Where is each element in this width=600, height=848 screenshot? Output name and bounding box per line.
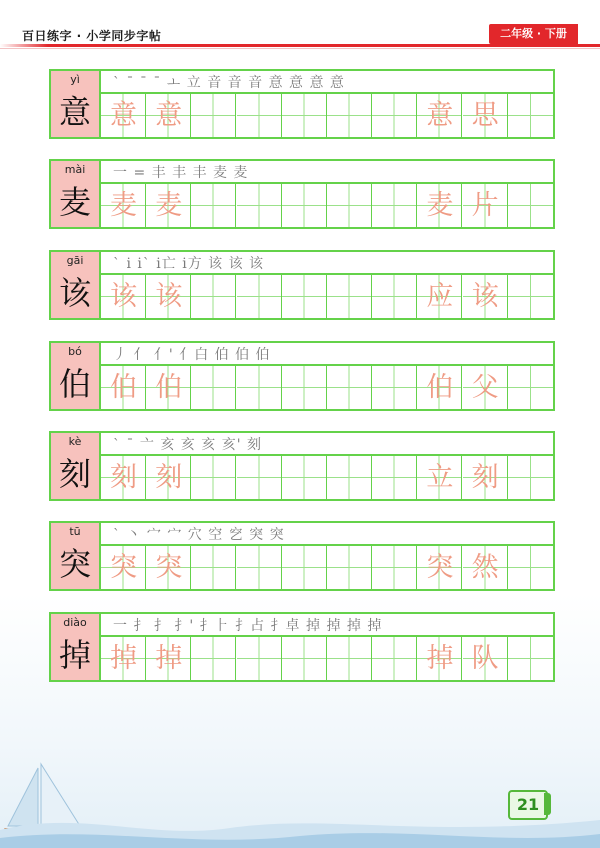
page-header <box>0 0 600 48</box>
character-header-box <box>51 252 101 318</box>
writing-cell[interactable] <box>101 94 146 137</box>
writing-cell[interactable] <box>282 546 327 589</box>
character-header-box <box>51 614 101 680</box>
empty-cell-text <box>327 275 372 318</box>
stroke-order-row <box>101 343 553 366</box>
writing-cell[interactable] <box>417 546 462 589</box>
writing-cell[interactable] <box>191 94 236 137</box>
stroke-order-text: 丿 亻 亻' 亻白 伯 伯 伯 <box>113 347 271 363</box>
writing-cell[interactable] <box>191 366 236 409</box>
trace-character: 刻 <box>471 462 499 493</box>
pinyin-label: tū <box>69 525 81 538</box>
writing-cell[interactable] <box>417 456 462 499</box>
empty-cell-text <box>327 366 372 409</box>
trace-character: 伯 <box>110 372 137 403</box>
trace-character: 麦 <box>110 190 137 221</box>
writing-cell[interactable] <box>372 184 417 227</box>
writing-cell[interactable] <box>508 637 553 680</box>
writing-cell[interactable] <box>282 184 327 227</box>
writing-cell[interactable] <box>282 456 327 499</box>
empty-cell-text <box>372 94 417 137</box>
writing-cell[interactable] <box>191 637 236 680</box>
writing-cell[interactable] <box>146 94 191 137</box>
trace-character: 意 <box>155 100 183 131</box>
writing-cell[interactable] <box>417 637 462 680</box>
trace-character: 突 <box>426 552 454 583</box>
empty-cell-text <box>508 184 553 227</box>
character-block <box>49 612 555 682</box>
pinyin-label: bó <box>68 345 82 358</box>
model-character: 伯 <box>58 365 91 403</box>
trace-character: 该 <box>471 281 499 312</box>
trace-character: 刻 <box>110 462 137 493</box>
writing-cell[interactable] <box>191 275 236 318</box>
trace-character: 然 <box>471 552 499 583</box>
empty-cell-text <box>508 637 553 680</box>
empty-cell-text <box>508 275 553 318</box>
trace-character: 队 <box>471 643 499 674</box>
empty-cell-text <box>237 366 282 409</box>
empty-cell-text <box>282 546 327 589</box>
trace-character: 立 <box>426 462 454 493</box>
page-number: 21 <box>508 790 548 820</box>
writing-cell[interactable] <box>282 366 327 409</box>
empty-cell-text <box>372 184 417 227</box>
trace-character: 意 <box>110 100 137 131</box>
empty-cell-text <box>282 94 327 137</box>
empty-cell-text <box>237 546 282 589</box>
empty-cell-text <box>508 546 553 589</box>
empty-cell-text <box>372 456 417 499</box>
character-header-box <box>51 71 101 137</box>
writing-cell[interactable] <box>463 637 508 680</box>
writing-cell[interactable] <box>508 456 553 499</box>
writing-cell[interactable] <box>327 184 372 227</box>
character-block <box>49 341 555 411</box>
pinyin-label: kè <box>68 435 82 448</box>
empty-cell-text <box>237 184 282 227</box>
writing-cell[interactable] <box>237 456 282 499</box>
writing-cell[interactable] <box>237 184 282 227</box>
stroke-order-text: ` 丶 宀 宀 穴 空 穵 突 突 <box>113 527 285 543</box>
empty-cell-text <box>191 637 236 680</box>
writing-cell[interactable] <box>101 456 146 499</box>
writing-cell[interactable] <box>327 637 372 680</box>
trace-character: 思 <box>471 100 499 131</box>
writing-cell[interactable] <box>191 546 236 589</box>
trace-character: 掉 <box>110 643 137 674</box>
writing-cell[interactable] <box>282 94 327 137</box>
model-character: 掉 <box>58 636 91 674</box>
writing-cell[interactable] <box>237 94 282 137</box>
empty-cell-text <box>372 275 417 318</box>
writing-cell[interactable] <box>191 456 236 499</box>
empty-cell-text <box>237 637 282 680</box>
writing-cell[interactable] <box>372 546 417 589</box>
writing-cell[interactable] <box>146 184 191 227</box>
writing-cell[interactable] <box>146 275 191 318</box>
model-character: 刻 <box>58 455 91 493</box>
header-divider-thin <box>0 48 600 49</box>
empty-cell-text <box>508 456 553 499</box>
empty-cell-text <box>327 94 372 137</box>
pinyin-label: gāi <box>66 254 84 267</box>
writing-cell[interactable] <box>417 94 462 137</box>
trace-character: 该 <box>110 281 137 312</box>
trace-character: 父 <box>471 372 499 403</box>
writing-cell[interactable] <box>101 275 146 318</box>
writing-cell[interactable] <box>417 275 462 318</box>
trace-character: 伯 <box>155 372 183 403</box>
empty-cell-text <box>282 637 327 680</box>
empty-cell-text <box>282 366 327 409</box>
empty-cell-text <box>372 546 417 589</box>
writing-cell[interactable] <box>327 94 372 137</box>
writing-cell[interactable] <box>463 546 508 589</box>
empty-cell-text <box>282 456 327 499</box>
trace-character: 应 <box>426 281 454 312</box>
writing-cell[interactable] <box>146 546 191 589</box>
character-block <box>49 250 555 320</box>
trace-character: 麦 <box>426 190 454 221</box>
model-character: 意 <box>58 93 91 131</box>
writing-cell[interactable] <box>327 546 372 589</box>
empty-cell-text <box>327 546 372 589</box>
stroke-order-text: ` ˉ 亠 亥 亥 亥 亥' 刻 <box>113 437 262 453</box>
empty-cell-text <box>191 456 236 499</box>
empty-cell-text <box>191 94 236 137</box>
writing-cell[interactable] <box>101 366 146 409</box>
writing-cell[interactable] <box>191 184 236 227</box>
model-character: 突 <box>58 545 91 583</box>
character-block <box>49 159 555 229</box>
empty-cell-text <box>372 366 417 409</box>
writing-cell[interactable] <box>146 366 191 409</box>
stroke-order-text: 一 扌 扌 扌' 扌⺊ 扌占 扌卓 掉 掉 掉 掉 <box>113 618 383 634</box>
character-block <box>49 431 555 501</box>
model-character: 麦 <box>58 183 91 221</box>
writing-cell[interactable] <box>146 637 191 680</box>
writing-cell[interactable] <box>327 275 372 318</box>
writing-cell[interactable] <box>237 546 282 589</box>
writing-cell[interactable] <box>463 366 508 409</box>
writing-cell[interactable] <box>327 366 372 409</box>
empty-cell-text <box>282 275 327 318</box>
pinyin-label: mài <box>64 163 86 176</box>
writing-cell[interactable] <box>372 637 417 680</box>
empty-cell-text <box>508 366 553 409</box>
writing-cell[interactable] <box>463 456 508 499</box>
empty-cell-text <box>191 275 236 318</box>
empty-cell-text <box>237 275 282 318</box>
trace-character: 意 <box>426 100 454 131</box>
writing-cell[interactable] <box>372 456 417 499</box>
writing-cell[interactable] <box>508 546 553 589</box>
empty-cell-text <box>508 94 553 137</box>
header-title: 百日练字 · 小学同步字帖 <box>22 29 162 43</box>
writing-grid <box>101 637 553 680</box>
page-number-tab <box>544 793 551 815</box>
trace-character: 掉 <box>155 643 183 674</box>
writing-cell[interactable] <box>101 637 146 680</box>
writing-cell[interactable] <box>372 94 417 137</box>
trace-character: 伯 <box>426 372 454 403</box>
empty-cell-text <box>282 184 327 227</box>
empty-cell-text <box>237 94 282 137</box>
trace-character: 片 <box>471 190 499 221</box>
writing-cell[interactable] <box>282 637 327 680</box>
pinyin-label: diào <box>63 616 87 629</box>
character-block <box>49 69 555 139</box>
writing-cell[interactable] <box>146 456 191 499</box>
trace-character: 麦 <box>155 190 183 221</box>
model-character: 该 <box>58 274 91 312</box>
character-header-box <box>51 161 101 227</box>
stroke-order-row <box>101 523 553 546</box>
writing-cell[interactable] <box>508 366 553 409</box>
stroke-order-row <box>101 71 553 94</box>
empty-cell-text <box>191 366 236 409</box>
writing-cell[interactable] <box>508 184 553 227</box>
trace-character: 突 <box>155 552 183 583</box>
writing-cell[interactable] <box>372 275 417 318</box>
writing-cell[interactable] <box>463 94 508 137</box>
character-header-box <box>51 343 101 409</box>
empty-cell-text <box>327 184 372 227</box>
grade-badge: 二年级 · 下册 <box>489 24 578 44</box>
writing-grid <box>101 94 553 137</box>
trace-character: 掉 <box>426 643 454 674</box>
writing-cell[interactable] <box>372 366 417 409</box>
empty-cell-text <box>237 456 282 499</box>
stroke-order-text: 一 = 丰 丰 丰 麦 麦 <box>113 165 249 181</box>
writing-grid <box>101 184 553 227</box>
writing-cell[interactable] <box>508 275 553 318</box>
pinyin-label: yì <box>70 73 80 86</box>
stroke-order-text: ` i i` i亡 i方 该 该 该 <box>113 256 265 272</box>
writing-cell[interactable] <box>282 275 327 318</box>
writing-cell[interactable] <box>463 184 508 227</box>
writing-grid <box>101 546 553 589</box>
writing-grid <box>101 275 553 318</box>
writing-cell[interactable] <box>508 94 553 137</box>
empty-cell-text <box>372 637 417 680</box>
stroke-order-row <box>101 161 553 184</box>
stroke-order-text: ` ˉ ˉ ˉ ㅗ 立 音 音 音 意 意 意 意 <box>113 75 345 91</box>
writing-grid <box>101 456 553 499</box>
empty-cell-text <box>191 184 236 227</box>
writing-cell[interactable] <box>417 366 462 409</box>
writing-cell[interactable] <box>237 366 282 409</box>
character-block <box>49 521 555 591</box>
writing-cell[interactable] <box>101 184 146 227</box>
empty-cell-text <box>327 456 372 499</box>
writing-cell[interactable] <box>101 546 146 589</box>
trace-character: 刻 <box>155 462 183 493</box>
empty-cell-text <box>191 546 236 589</box>
stroke-order-row <box>101 614 553 637</box>
stroke-order-row <box>101 433 553 456</box>
stroke-order-row <box>101 252 553 275</box>
writing-grid <box>101 366 553 409</box>
writing-cell[interactable] <box>237 637 282 680</box>
character-header-box <box>51 433 101 499</box>
header-divider <box>0 44 600 47</box>
trace-character: 突 <box>110 552 137 583</box>
character-header-box <box>51 523 101 589</box>
writing-cell[interactable] <box>463 275 508 318</box>
writing-cell[interactable] <box>237 275 282 318</box>
trace-character: 该 <box>155 281 183 312</box>
writing-cell[interactable] <box>417 184 462 227</box>
writing-cell[interactable] <box>327 456 372 499</box>
empty-cell-text <box>327 637 372 680</box>
